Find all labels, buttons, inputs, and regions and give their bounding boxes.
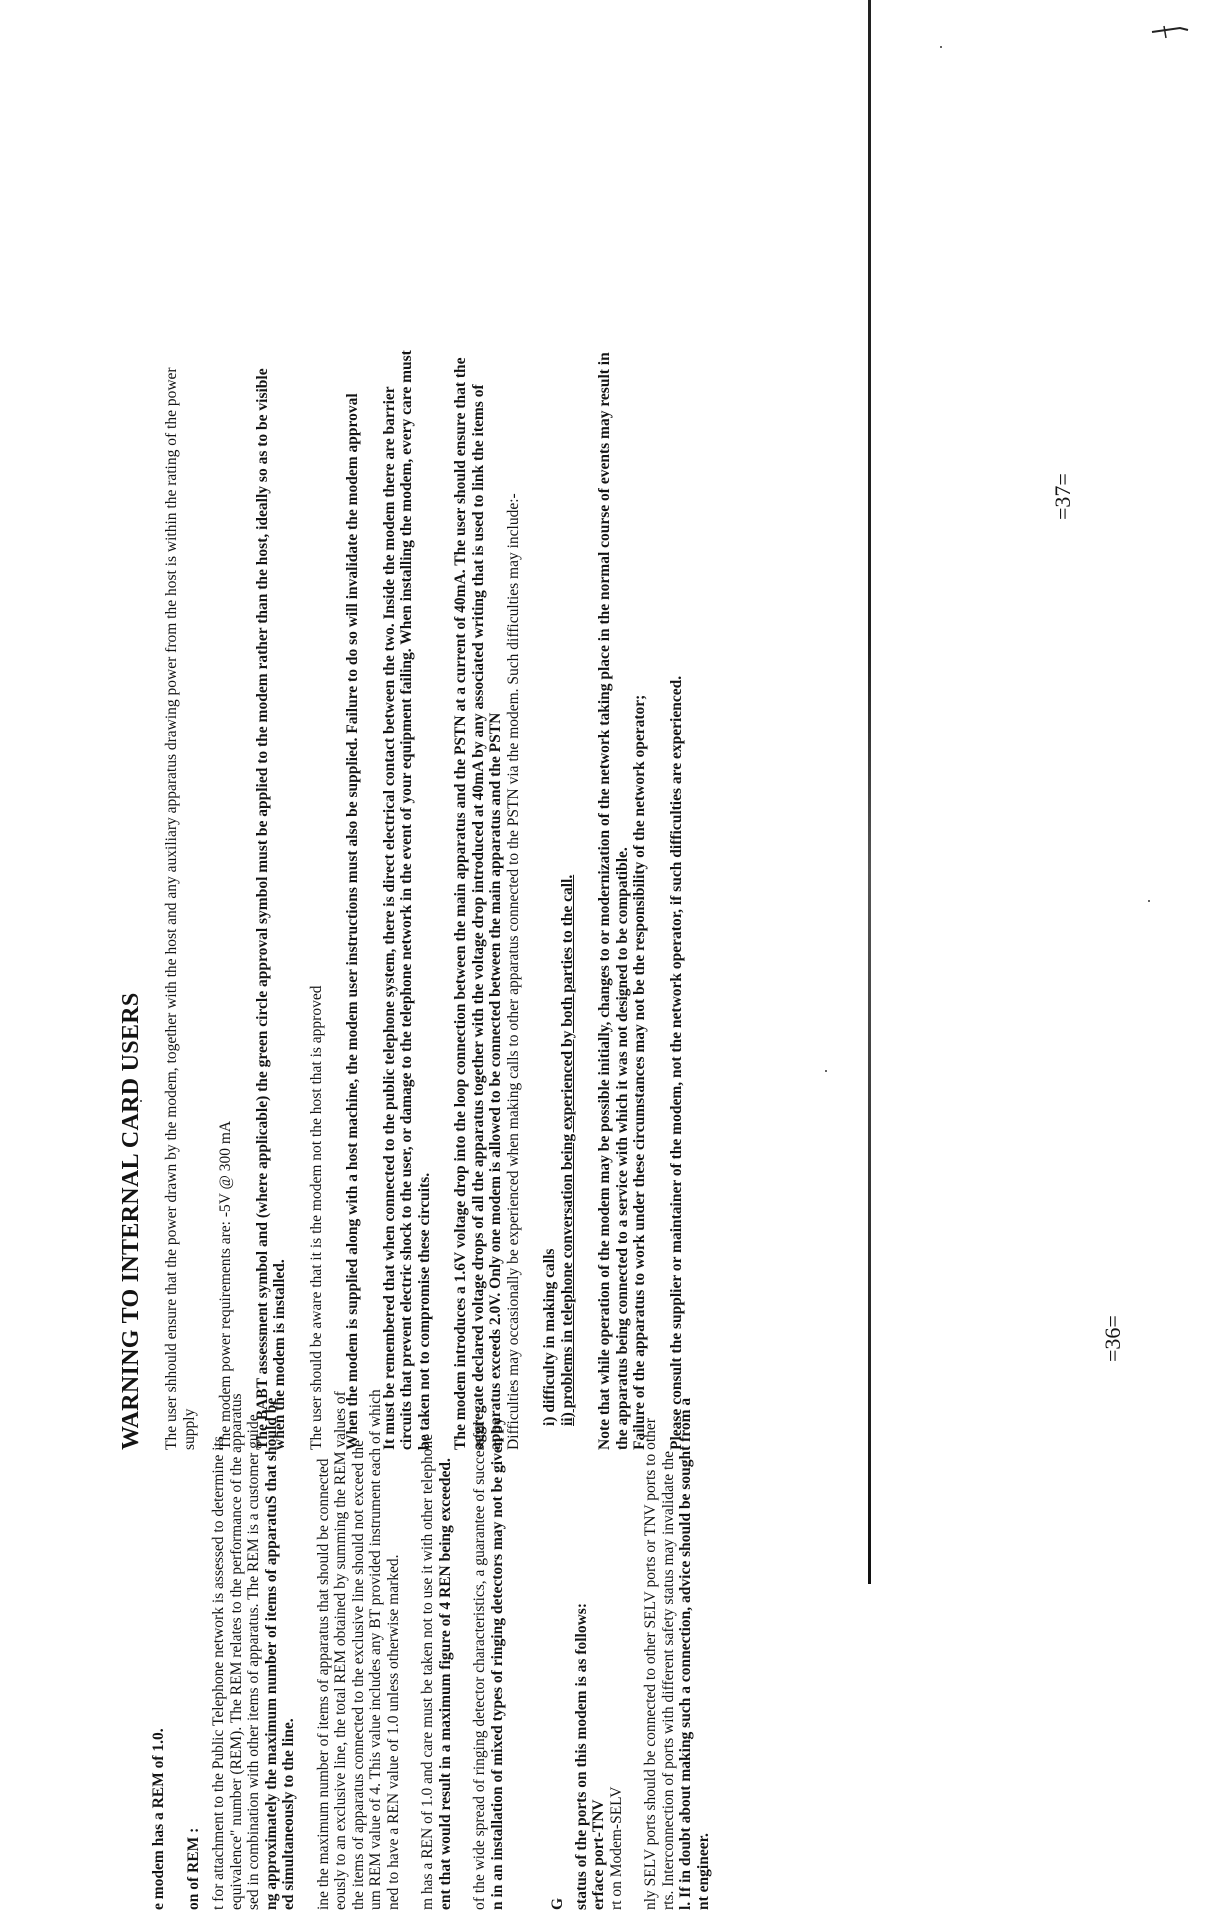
scan-corner-mark (1150, 22, 1190, 42)
paragraph-line: n in an installation of mixed types of ringing detectors may not be given by (489, 1417, 506, 1910)
list-item: i) difficulty in making calls (541, 350, 559, 1426)
scan-speck (1148, 900, 1150, 902)
list-item: ii) problems in telephone conversation being experienced by both parties to the call. (559, 350, 577, 1426)
paragraph-port-interconnection (642, 780, 712, 1910)
paragraph-line: rt on Modem-SELV (608, 1787, 625, 1910)
paragraph-modem-approved: The user should be aware that it is the modem not the host that is approved (308, 350, 326, 1450)
paragraph-voltage-drop: The modem introduces a 1.6V voltage drop into the loop connection between the main apparatus and the PSTN at a current of 40mA. The user should ensure that the aggregate declared voltage drops of all the apparatus together with the voltage drop introduced at 40mA by any associated writing that is used to link the items of apparatus exceeds 2.0V. Only one modem is allowed to be connected between the main apparatus and the PSTN (452, 350, 505, 1450)
paragraph-power-draw: The user shhould ensure that the power drawn by the modem, together with the host and any auxiliary apparatus drawing power from the host is within the rating of the power supply (163, 350, 198, 1450)
paragraph-line: the items of apparatus connected to the exclusive line should not exceed the (350, 1440, 367, 1910)
paragraph-line: ng approximately the maximum number of items of apparatuS that should be (263, 1398, 280, 1910)
paragraph-line: nly SELV ports should be connected to other SELV ports or TNV ports to other (642, 1418, 659, 1910)
scan-speck (940, 46, 942, 48)
page-number-36: =36= (1100, 1315, 1126, 1362)
page-title: WARNING TO INTERNAL CARD USERS (118, 350, 145, 1450)
paragraph-line: l. If in doubt about making such a connection, advice should be sought from a (677, 1398, 694, 1910)
page-fold-line (868, 0, 872, 1584)
left-page-content (150, 780, 590, 1910)
section-heading-safety: G (549, 780, 567, 1910)
paragraph-user-instructions: When the modem is supplied along with a host machine, the modem user instructions must also be supplied. Failure to do so will invalidate the modem approval (344, 350, 362, 1450)
paragraph-line: of the wide spread of ringing detector characteristics, a guarantee of successful (471, 1421, 488, 1910)
paragraph-difficulties: Difficulties may occasionally be experienced when making calls to other apparatus connected to the PSTN via the modem. Such difficulties may include:- (505, 350, 523, 1450)
paragraph-line: rts. Interconnection of ports with different safety status may invalidate the (660, 1451, 677, 1910)
paragraph-ringing-detector (471, 780, 506, 1910)
paragraph-ren-care (419, 780, 454, 1910)
scan-speck (825, 1070, 827, 1072)
spacer (523, 780, 549, 1910)
paragraph-line: status of the ports on this modem is as follows: (573, 1603, 590, 1910)
paragraph-babt-symbol: The BABT assessment symbol and (where applicable) the green circle approval symbol must be applied to the modem rather than the host, ideally so as to be visible when the modem is installed. (254, 350, 289, 1450)
paragraph-electrical-contact: It must be remembered that when connected to the public telephone system, there is direct electrical contact between the two. Inside the modem there are barrier circuits that prevent electric shock to the user, or damage to the telephone network in the event of your equipment failing. When installing the modem, every care must be taken not to compromise these circuits. (381, 350, 434, 1450)
paragraph-line: Failure of the apparatus to work under these circumstances may not be the responsibility of the network operator; (631, 695, 648, 1450)
section-heading-rem: on of REM : (185, 780, 203, 1910)
paragraph-power-requirements: The modem power requirements are: -5V @ 300 mA (217, 350, 235, 1450)
paragraph-line: t for attachment to the Public Telephone network is assessed to determine its (210, 1436, 227, 1910)
paragraph-rem-maximum (315, 780, 403, 1910)
paragraph-line: nt engineer. (695, 1833, 712, 1910)
paragraph-consult-supplier: Please consult the supplier or maintainer of the modem, not the network operator, if such difficulties are experienced. (668, 350, 686, 1450)
paragraph-line: equivalence" number (REM). The REM relates to the performance of the apparatus (228, 1394, 245, 1910)
paragraph-line: eously to an exclusive line, the total REM obtained by summing the REM values of (332, 1391, 349, 1910)
paragraph-line: the apparatus being connected to a service with which it was not designed to be compatible. (614, 847, 631, 1450)
paragraph-line: erface port-TNV (590, 1799, 607, 1910)
paragraph-line: ed simultaneously to the line. (280, 1718, 297, 1910)
paragraph-line: sed in combination with other items of apparatus. The REM is a customer guide (245, 1414, 262, 1910)
paragraph-line: ned to have a REN value of 1.0 unless otherwise marked. (385, 1554, 402, 1910)
paragraph-line: ine the maximum number of items of apparatus that should be connected (315, 1458, 332, 1910)
paragraph-line: m has a REN of 1.0 and care must be taken not to use it with other telephone (419, 1434, 436, 1910)
paragraph-rem-definition (210, 780, 298, 1910)
paragraph-line: um REM value of 4. This value includes any BT provided instrument each of which (367, 1389, 384, 1910)
paragraph-line: ent that would result in a maximum figure of 4 REN being exceeded. (437, 1458, 454, 1910)
paragraph-modem-rem: e modem has a REM of 1.0. (150, 780, 168, 1910)
paragraph-line: Note that while operation of the modem may be possible initially, changes to or modernization of the network taking place in the normal course of events may result in (596, 352, 613, 1450)
paragraph-port-status (573, 780, 626, 1910)
page-number-37: =37= (1050, 473, 1076, 520)
